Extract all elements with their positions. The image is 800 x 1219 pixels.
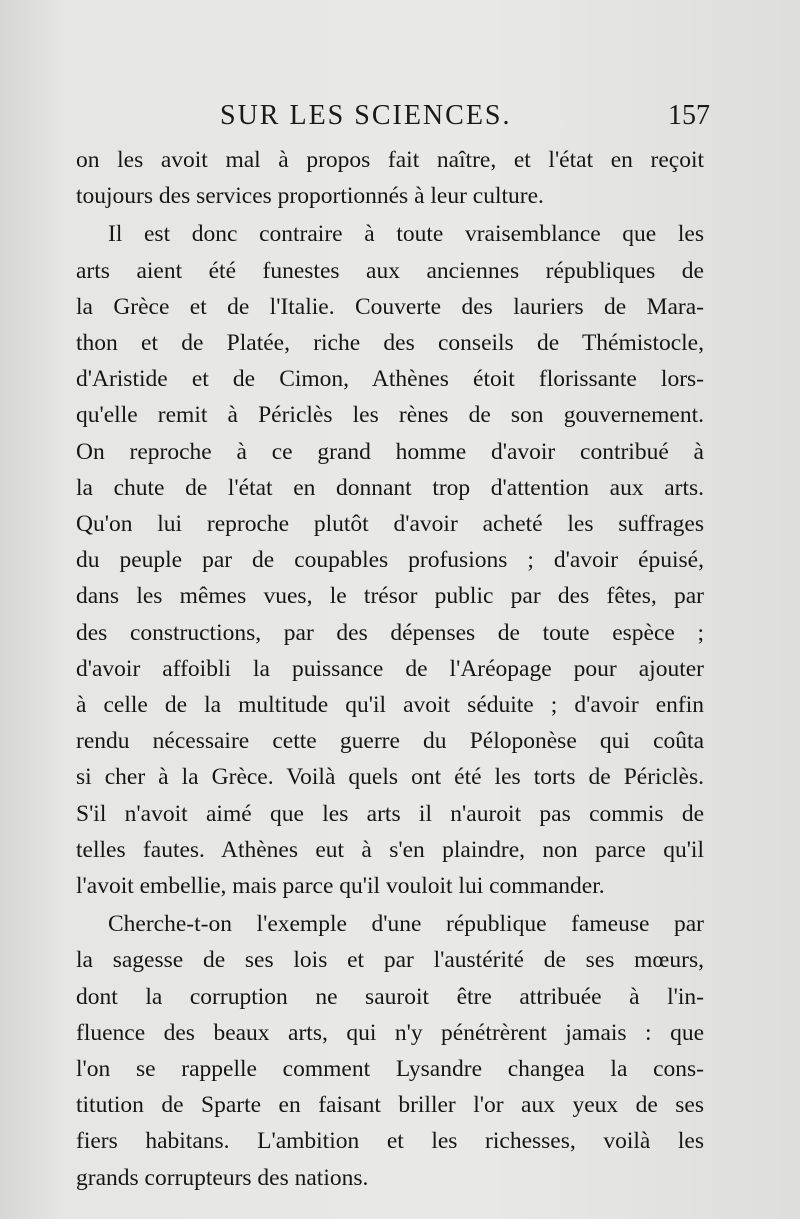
text-line: la sagesse de ses lois et par l'austérité de ses mœurs, <box>76 947 704 974</box>
text-line: dans les mêmes vues, le trésor public par des fêtes, par <box>76 583 704 610</box>
text-line: On reproche à ce grand homme d'avoir contribué à <box>76 438 704 465</box>
paragraph-1 <box>76 142 704 214</box>
text-line: dont la corruption ne sauroit être attribuée à l'in- <box>76 983 704 1010</box>
page-number: 157 <box>668 100 710 131</box>
text-line: si cher à la Grèce. Voilà quels ont été les torts de Périclès. <box>76 764 704 791</box>
text-line: Il est donc contraire à toute vraisemblance que les <box>108 221 704 248</box>
text-line: Qu'on lui reproche plutôt d'avoir acheté les suffrages <box>76 511 704 538</box>
paragraph-3 <box>76 906 704 1196</box>
text-line: arts aient été funestes aux anciennes républiques de <box>76 257 704 284</box>
page-header <box>220 96 710 136</box>
paragraph-2 <box>76 216 704 904</box>
text-line: on les avoit mal à propos fait naître, et l'état en reçoit <box>76 147 704 173</box>
text-line: des constructions, par des dépenses de toute espèce ; <box>76 619 704 646</box>
text-line: fluence des beaux arts, qui n'y pénétrèrent jamais : que <box>76 1019 704 1046</box>
text-line: telles fautes. Athènes eut à s'en plaindre, non parce qu'il <box>76 836 704 863</box>
body-text <box>76 142 704 1196</box>
text-line: à celle de la multitude qu'il avoit séduite ; d'avoir enfin <box>76 692 704 719</box>
text-line: du peuple par de coupables profusions ; d'avoir épuisé, <box>76 547 704 574</box>
text-line: fiers habitans. L'ambition et les richesses, voilà les <box>76 1128 704 1155</box>
text-line: d'Aristide et de Cimon, Athènes étoit florissante lors- <box>76 366 704 393</box>
text-line: l'avoit embellie, mais parce qu'il vouloit lui commander. <box>76 873 605 900</box>
text-line: titution de Sparte en faisant briller l'or aux yeux de ses <box>76 1092 704 1119</box>
text-line: Cherche-t-on l'exemple d'une république fameuse par <box>108 911 704 938</box>
text-line: S'il n'avoit aimé que les arts il n'auroit pas commis de <box>76 800 704 827</box>
text-line: toujours des services proportionnés à leur culture. <box>76 183 544 210</box>
text-line: thon et de Platée, riche des conseils de Thémistocle, <box>76 330 704 357</box>
text-line: rendu nécessaire cette guerre du Péloponèse qui coûta <box>76 728 704 755</box>
text-line: l'on se rappelle comment Lysandre changea la cons- <box>76 1056 704 1083</box>
text-line: d'avoir affoibli la puissance de l'Aréopage pour ajouter <box>76 655 704 682</box>
text-line: la Grèce et de l'Italie. Couverte des lauriers de Mara- <box>76 293 704 320</box>
text-line: grands corrupteurs des nations. <box>76 1164 369 1191</box>
text-line: qu'elle remit à Périclès les rènes de son gouvernement. <box>76 402 704 429</box>
running-title: SUR LES SCIENCES. <box>220 100 512 131</box>
text-line: la chute de l'état en donnant trop d'attention aux arts. <box>76 474 704 501</box>
